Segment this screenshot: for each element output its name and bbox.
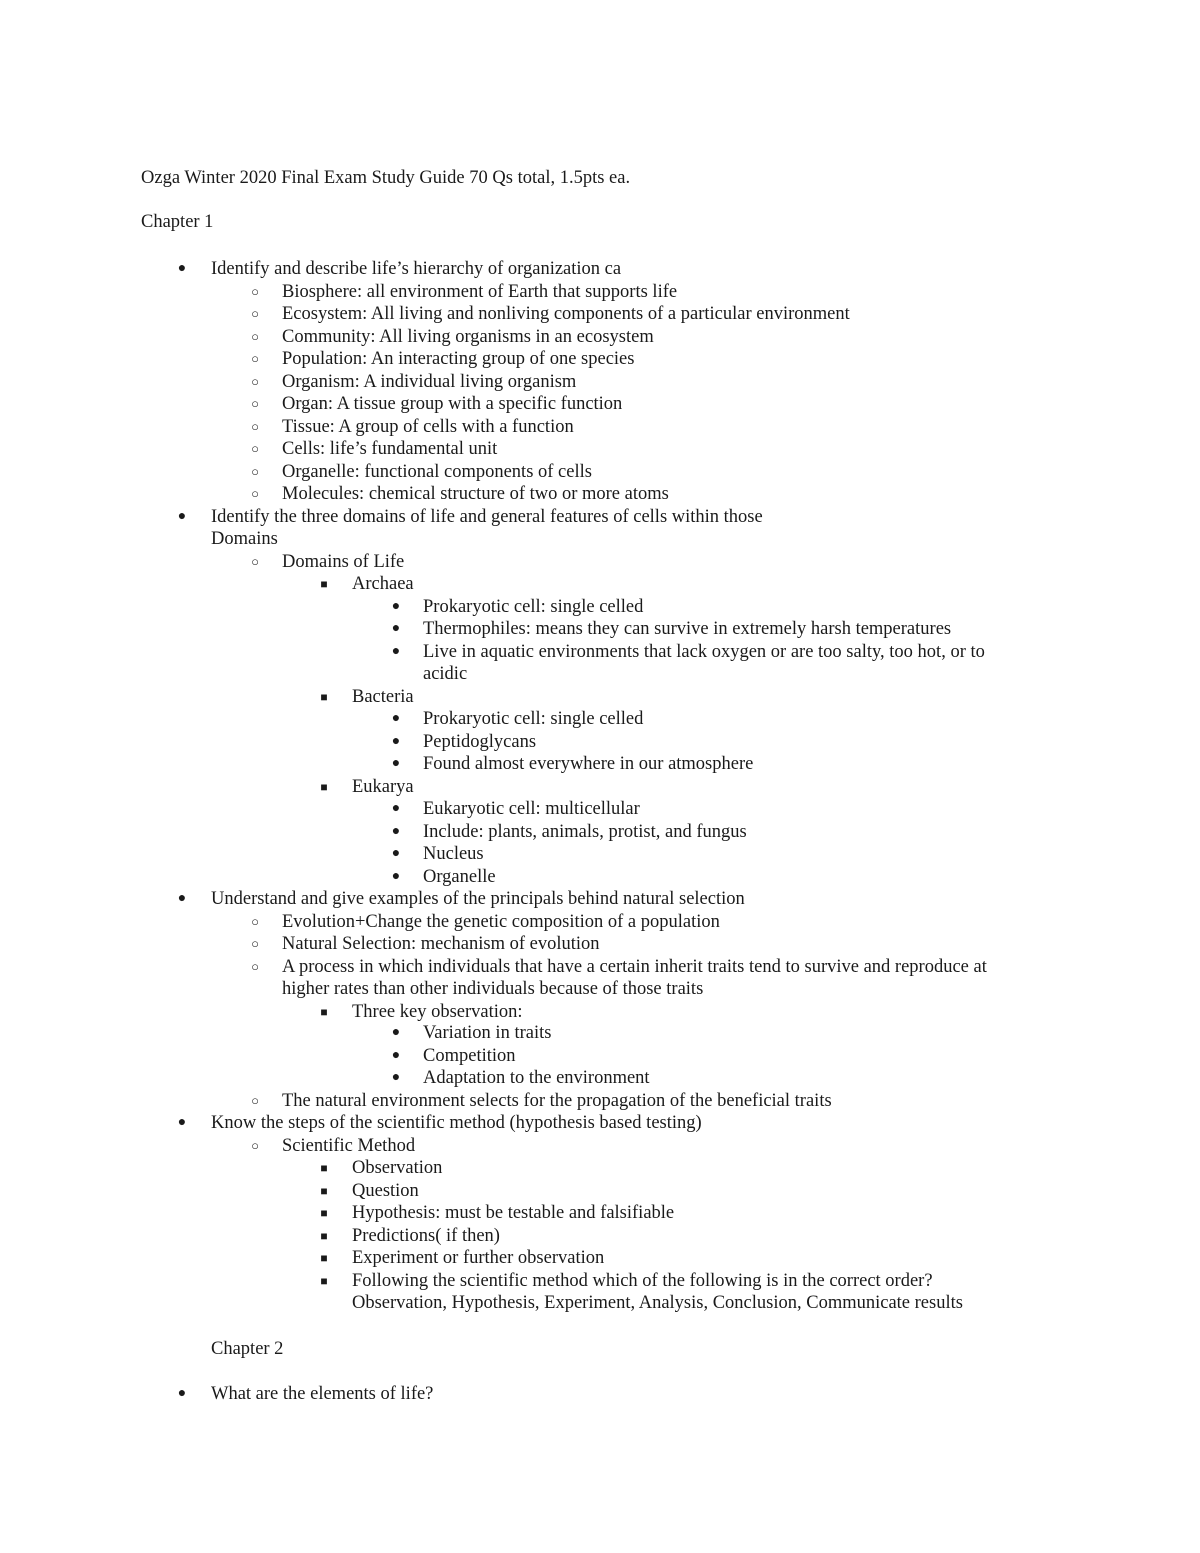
list-item: Prokaryotic cell: single celled	[423, 597, 644, 617]
selection-heading: Understand and give examples of the principals behind natural selection	[211, 889, 745, 909]
list-item: Eukaryotic cell: multicellular	[423, 799, 640, 819]
list-item: Found almost everywhere in our atmosphere	[423, 754, 754, 774]
bullet-circle: ○	[251, 351, 259, 366]
bullet-disc: ●	[391, 869, 401, 884]
bullet-circle: ○	[251, 396, 259, 411]
bullet-circle: ○	[251, 554, 259, 569]
chapter-2-heading: Chapter 2	[211, 1339, 284, 1359]
list-item: A process in which individuals that have a certain inherit traits tend to survive and reproduce at	[282, 957, 987, 977]
list-item: Prokaryotic cell: single celled	[423, 709, 644, 729]
bullet-circle: ○	[251, 374, 259, 389]
bullet-disc: ●	[391, 1025, 401, 1040]
bullet-disc: ●	[177, 1115, 187, 1130]
document-title: Ozga Winter 2020 Final Exam Study Guide 70 Qs total, 1.5pts ea.	[141, 168, 631, 188]
list-item: Nucleus	[423, 844, 484, 864]
bullet-circle: ○	[251, 419, 259, 434]
bullet-disc: ●	[391, 599, 401, 614]
list-item: Adaptation to the environment	[423, 1068, 650, 1088]
bullet-disc: ●	[391, 846, 401, 861]
bullet-disc: ●	[391, 644, 401, 659]
domains-heading-wrap: Domains	[211, 529, 278, 549]
archaea-label: Archaea	[352, 574, 414, 594]
domains-of-life-item: Domains of Life	[282, 552, 405, 572]
list-item: Include: plants, animals, protist, and fungus	[423, 822, 747, 842]
list-item-wrap: Observation, Hypothesis, Experiment, Analysis, Conclusion, Communicate results	[352, 1293, 963, 1313]
bullet-circle: ○	[251, 1093, 259, 1108]
list-item: Natural Selection: mechanism of evolution	[282, 934, 600, 954]
bullet-circle: ○	[251, 464, 259, 479]
list-item: Organism: A individual living organism	[282, 372, 577, 392]
bullet-disc: ●	[177, 1386, 187, 1401]
list-item: Cells: life’s fundamental unit	[282, 439, 498, 459]
list-item-wrap: acidic	[423, 664, 468, 684]
list-item: Competition	[423, 1046, 516, 1066]
observation-label: Three key observation:	[352, 1002, 523, 1022]
list-item: Molecules: chemical structure of two or more atoms	[282, 484, 669, 504]
bullet-disc: ●	[177, 261, 187, 276]
method-heading: Know the steps of the scientific method (hypothesis based testing)	[211, 1113, 702, 1133]
bullet-disc: ●	[391, 824, 401, 839]
bullet-circle: ○	[251, 441, 259, 456]
list-item: Predictions( if then)	[352, 1226, 500, 1246]
bullet-square: ■	[320, 1206, 328, 1220]
domains-heading: Identify the three domains of life and general features of cells within those	[211, 507, 763, 527]
list-item: Experiment or further observation	[352, 1248, 605, 1268]
bullet-circle: ○	[251, 284, 259, 299]
bullet-square: ■	[320, 1005, 328, 1019]
scientific-method-item: Scientific Method	[282, 1136, 416, 1156]
bullet-disc: ●	[391, 621, 401, 636]
bullet-circle: ○	[251, 306, 259, 321]
bullet-disc: ●	[391, 1070, 401, 1085]
bacteria-label: Bacteria	[352, 687, 414, 707]
list-item: Population: An interacting group of one species	[282, 349, 635, 369]
bullet-circle: ○	[251, 959, 259, 974]
bullet-disc: ●	[177, 509, 187, 524]
list-item: Observation	[352, 1158, 443, 1178]
bullet-square: ■	[320, 577, 328, 591]
bullet-disc: ●	[391, 756, 401, 771]
list-item: Thermophiles: means they can survive in extremely harsh temperatures	[423, 619, 952, 639]
bullet-square: ■	[320, 1274, 328, 1288]
bullet-square: ■	[320, 1161, 328, 1175]
list-item: Variation in traits	[423, 1023, 552, 1043]
bullet-disc: ●	[391, 1048, 401, 1063]
list-item: Following the scientific method which of the following is in the correct order?	[352, 1271, 933, 1291]
bullet-disc: ●	[177, 891, 187, 906]
list-item: Community: All living organisms in an ecosystem	[282, 327, 654, 347]
list-item: Organ: A tissue group with a specific function	[282, 394, 623, 414]
list-item: Question	[352, 1181, 419, 1201]
bullet-disc: ●	[391, 734, 401, 749]
bullet-circle: ○	[251, 936, 259, 951]
bullet-disc: ●	[391, 801, 401, 816]
bullet-square: ■	[320, 690, 328, 704]
bullet-square: ■	[320, 780, 328, 794]
chapter-1-heading: Chapter 1	[141, 212, 214, 232]
bullet-circle: ○	[251, 914, 259, 929]
list-item: Peptidoglycans	[423, 732, 537, 752]
bullet-circle: ○	[251, 486, 259, 501]
list-item: Hypothesis: must be testable and falsifiable	[352, 1203, 675, 1223]
eukarya-label: Eukarya	[352, 777, 414, 797]
elements-question: What are the elements of life?	[211, 1384, 434, 1404]
bullet-square: ■	[320, 1229, 328, 1243]
bullet-square: ■	[320, 1251, 328, 1265]
list-item: Organelle	[423, 867, 496, 887]
list-item: Evolution+Change the genetic composition of a population	[282, 912, 720, 932]
bullet-circle: ○	[251, 1138, 259, 1153]
hierarchy-heading: Identify and describe life’s hierarchy of organization ca	[211, 259, 622, 279]
list-item: Tissue: A group of cells with a function	[282, 417, 574, 437]
list-item: Biosphere: all environment of Earth that supports life	[282, 282, 678, 302]
list-item: Live in aquatic environments that lack oxygen or are too salty, too hot, or to	[423, 642, 985, 662]
list-item: The natural environment selects for the propagation of the beneficial traits	[282, 1091, 832, 1111]
list-item: Ecosystem: All living and nonliving components of a particular environment	[282, 304, 850, 324]
list-item-wrap: higher rates than other individuals because of those traits	[282, 979, 704, 999]
bullet-disc: ●	[391, 711, 401, 726]
bullet-circle: ○	[251, 329, 259, 344]
list-item: Organelle: functional components of cells	[282, 462, 592, 482]
bullet-square: ■	[320, 1184, 328, 1198]
